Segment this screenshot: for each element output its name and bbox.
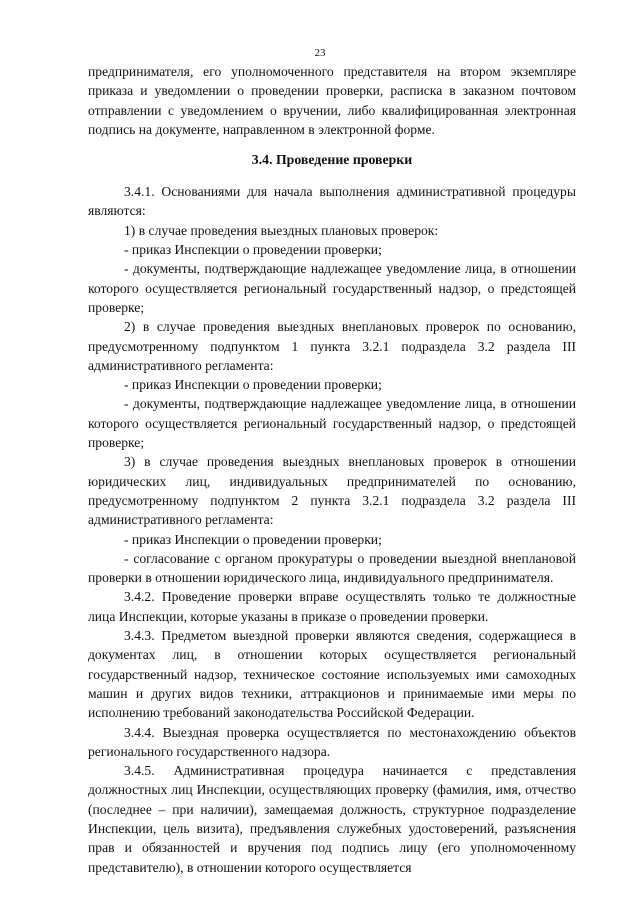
paragraph-3-4-2: 3.4.2. Проведение проверки вправе осуществлять только те должностные лица Инспекции, которые указаны в приказе о проведении проверки.	[88, 589, 576, 624]
list-item-1-b: - документы, подтверждающие надлежащее уведомление лица, в отношении которого осуществляется региональный государственный надзор, о предстоящей проверке;	[88, 261, 576, 315]
list-item-3: 3) в случае проведения выездных внеплановых проверок в отношении юридических лиц, индивидуальных предпринимателей по основанию, предусмотренному подпунктом 2 пункта 3.2.1 подраздела 3.2 раздела III административного регламента:	[88, 454, 576, 528]
list-item-3-a: - приказ Инспекции о проведении проверки;	[124, 531, 382, 547]
list-item-2-a: - приказ Инспекции о проведении проверки;	[124, 377, 382, 393]
document-body	[88, 62, 576, 877]
list-item-1: 1) в случае проведения выездных плановых проверок:	[124, 222, 439, 238]
paragraph-3-4-5: 3.4.5. Административная процедура начинается с представления должностных лиц Инспекции, осуществляющих проверку (фамилия, имя, отчество (последнее – при наличии), замещаемая должность, структурное подразделение Инспекции, цель визита), предъявления служебных удостоверений, разъяснения прав и обязанностей и вручения под подпись лицу (его уполномоченному представителю), в отношении которого осуществляется	[88, 763, 576, 875]
list-item-2-b: - документы, подтверждающие надлежащее уведомление лица, в отношении которого осуществляется региональный государственный надзор, о предстоящей проверке;	[88, 396, 576, 451]
paragraph-3-4-3: 3.4.3. Предметом выездной проверки являются сведения, содержащиеся в документах лиц, в отношении которых осуществляется региональный государственный надзор, техническое состояние используемых ими самоходных машин и других видов техники, аттракционов и принимаемые ими меры по исполнению требований законодательства Российской Федерации.	[88, 628, 576, 721]
paragraph-3-4-1: 3.4.1. Основаниями для начала выполнения административной процедуры являются:	[88, 184, 576, 219]
intro-paragraph: предпринимателя, его уполномоченного представителя на втором экземпляре приказа и уведомлении о проведении проверки, расписка в заказном почтовом отправлении с уведомлением о вручении, либо квалифицированная электронная подпись на документе, направленном в электронной форме.	[88, 64, 576, 137]
paragraph-3-4-4: 3.4.4. Выездная проверка осуществляется по местонахождению объектов регионального государственного надзора.	[88, 724, 576, 759]
list-item-1-a: - приказ Инспекции о проведении проверки;	[124, 242, 382, 258]
section-heading: 3.4. Проведение проверки	[251, 152, 413, 168]
page-number: 23	[314, 47, 326, 59]
list-item-3-b: - согласование с органом прокуратуры о проведении выездной внеплановой проверки в отношении юридического лица, индивидуального предпринимателя.	[88, 550, 576, 586]
list-item-2: 2) в случае проведения выездных внеплановых проверок по основанию, предусмотренному подпунктом 1 пункта 3.2.1 подраздела 3.2 раздела III административного регламента:	[88, 319, 576, 373]
